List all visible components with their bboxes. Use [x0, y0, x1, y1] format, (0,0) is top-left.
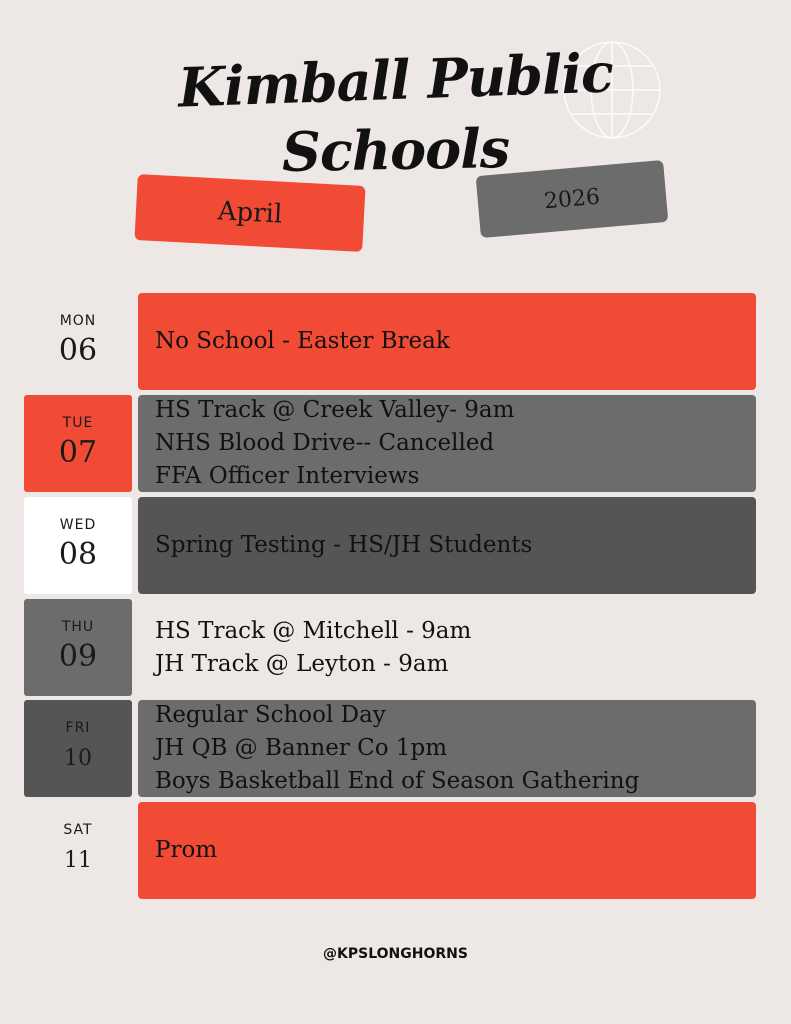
- day-row-fri: [0, 700, 791, 798]
- event-text: HS Track @ Mitchell - 9am: [155, 617, 472, 644]
- day-row-tue: [0, 395, 791, 493]
- event-text: JH QB @ Banner Co 1pm: [155, 735, 448, 761]
- event-box: [138, 395, 756, 492]
- event-box: [138, 599, 756, 696]
- event-text: NHS Blood Drive-- Cancelled: [155, 430, 495, 456]
- day-row-sat: [0, 802, 791, 900]
- event-text: Spring Testing - HS/JH Students: [155, 532, 533, 558]
- event-text: JH Track @ Leyton - 9am: [155, 650, 449, 677]
- day-name: MON: [59, 313, 97, 329]
- event-text: Boys Basketball End of Season Gathering: [155, 768, 640, 794]
- day-row-thu: [0, 599, 791, 697]
- day-name: THU: [61, 619, 95, 635]
- event-box: [138, 802, 756, 899]
- event-text: HS Track @ Creek Valley- 9am: [155, 397, 515, 423]
- day-number: 07: [58, 435, 98, 470]
- month-tag: April: [134, 174, 365, 252]
- day-name: SAT: [63, 822, 93, 838]
- day-cell: [24, 395, 132, 492]
- event-text: FFA Officer Interviews: [155, 463, 420, 489]
- day-row-wed: [0, 497, 791, 595]
- event-text: No School - Easter Break: [155, 328, 450, 354]
- event-text: Prom: [155, 837, 218, 863]
- day-number: 09: [58, 639, 98, 674]
- event-text: Regular School Day: [155, 702, 386, 728]
- day-number: 06: [58, 333, 98, 368]
- day-number: 11: [64, 848, 92, 873]
- event-box: [138, 293, 756, 390]
- page-title-line2: Schools: [281, 116, 510, 184]
- day-name: FRI: [65, 720, 91, 736]
- day-number: 10: [64, 746, 92, 771]
- day-cell: [24, 293, 132, 390]
- event-box: [138, 700, 756, 797]
- day-name: WED: [59, 517, 97, 533]
- day-cell: [24, 497, 132, 594]
- day-cell: [24, 802, 132, 899]
- year-tag: 2026: [476, 160, 669, 238]
- social-handle: @KPSLONGHORNS: [323, 946, 468, 962]
- day-cell: [24, 700, 132, 797]
- day-row-mon: [0, 293, 791, 391]
- event-box: [138, 497, 756, 594]
- page-title-line1: Kimball Public: [177, 40, 614, 120]
- day-number: 08: [58, 537, 98, 572]
- day-cell: [24, 599, 132, 696]
- day-name: TUE: [62, 415, 94, 431]
